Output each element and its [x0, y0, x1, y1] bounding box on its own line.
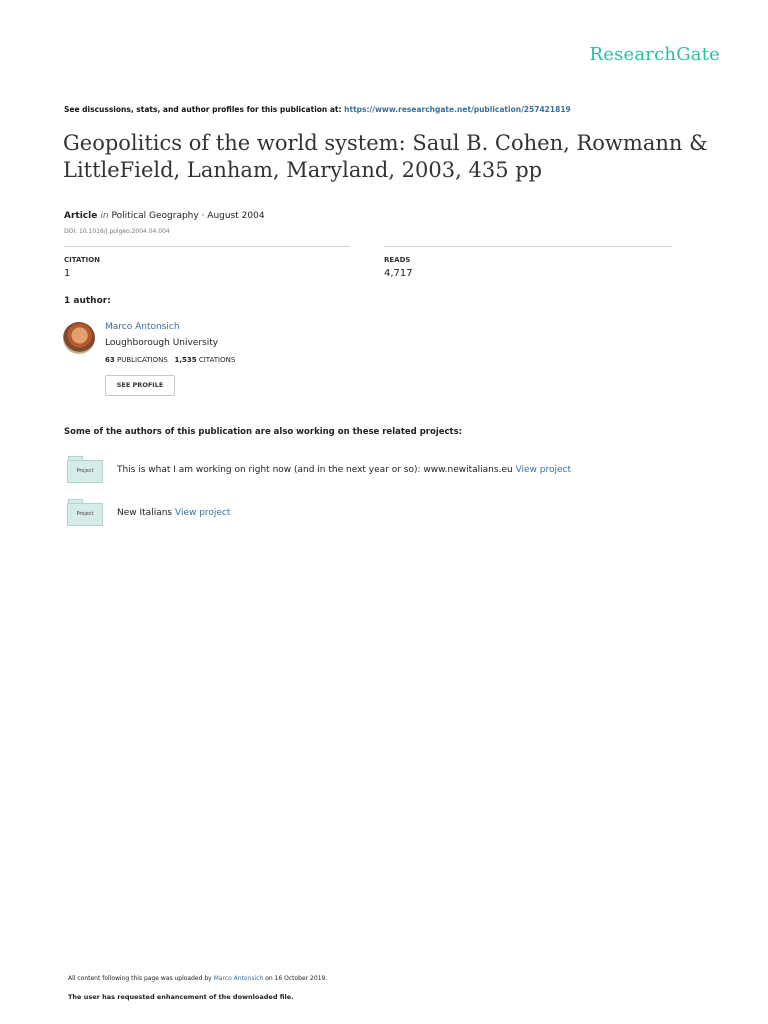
publications-label: PUBLICATIONS [116, 356, 168, 364]
author-citation-count: 1,535 [174, 356, 197, 364]
profiles-note-text: See discussions, stats, and author profiles for this publication at: [64, 105, 342, 114]
journal-date: Political Geography · August 2004 [111, 211, 265, 221]
researchgate-logo[interactable]: ResearchGate [589, 44, 720, 65]
view-project-link[interactable]: View project [174, 508, 231, 518]
project-item [117, 508, 230, 518]
related-projects-heading: Some of the authors of this publication are also working on these related projects: [64, 427, 463, 437]
reads-label: READS [384, 256, 411, 264]
project-icon-label: Project [67, 503, 103, 526]
uploader-link[interactable]: Marco Antonsich [213, 975, 264, 982]
authors-heading: 1 author: [64, 296, 111, 306]
citation-label: CITATION [64, 256, 101, 264]
doi: DOI: 10.1016/j.polgeo.2004.04.004 [64, 228, 170, 235]
author-affiliation: Loughborough University [105, 338, 219, 348]
project-text: This is what I am working on right now (and in the next year or so): www.newitalians.eu [117, 465, 513, 475]
project-text: New Italians [117, 508, 173, 518]
enhancement-note: The user has requested enhancement of the downloaded file. [68, 993, 294, 1001]
citation-divider [64, 246, 350, 247]
author-avatar[interactable] [63, 322, 95, 354]
profiles-note [64, 105, 571, 114]
publication-count: 63 [105, 356, 115, 364]
see-profile-button[interactable]: SEE PROFILE [105, 375, 175, 396]
author-citations-label: CITATIONS [198, 356, 236, 364]
in-label: in [100, 211, 109, 221]
reads-count: 4,717 [384, 268, 413, 279]
project-icon-label: Project [67, 460, 103, 483]
project-folder-icon [67, 456, 103, 482]
upload-note-suffix: on 16 October 2019. [265, 975, 328, 982]
upload-note-prefix: All content following this page was uploaded by [68, 975, 212, 982]
publication-title: Geopolitics of the world system: Saul B. Cohen, Rowmann & LittleField, Lanham, Maryland, 2003, 435 pp [63, 131, 708, 182]
author-stats [105, 356, 235, 364]
author-name-link[interactable]: Marco Antonsich [105, 322, 180, 332]
publication-type: Article [64, 211, 98, 221]
project-item [117, 465, 571, 475]
project-folder-icon [67, 499, 103, 525]
reads-divider [384, 246, 672, 247]
publication-url-link[interactable]: https://www.researchgate.net/publication/257421819 [344, 105, 571, 114]
publication-meta [64, 211, 265, 221]
citation-count: 1 [64, 268, 71, 279]
upload-note [68, 975, 327, 982]
view-project-link[interactable]: View project [515, 465, 572, 475]
